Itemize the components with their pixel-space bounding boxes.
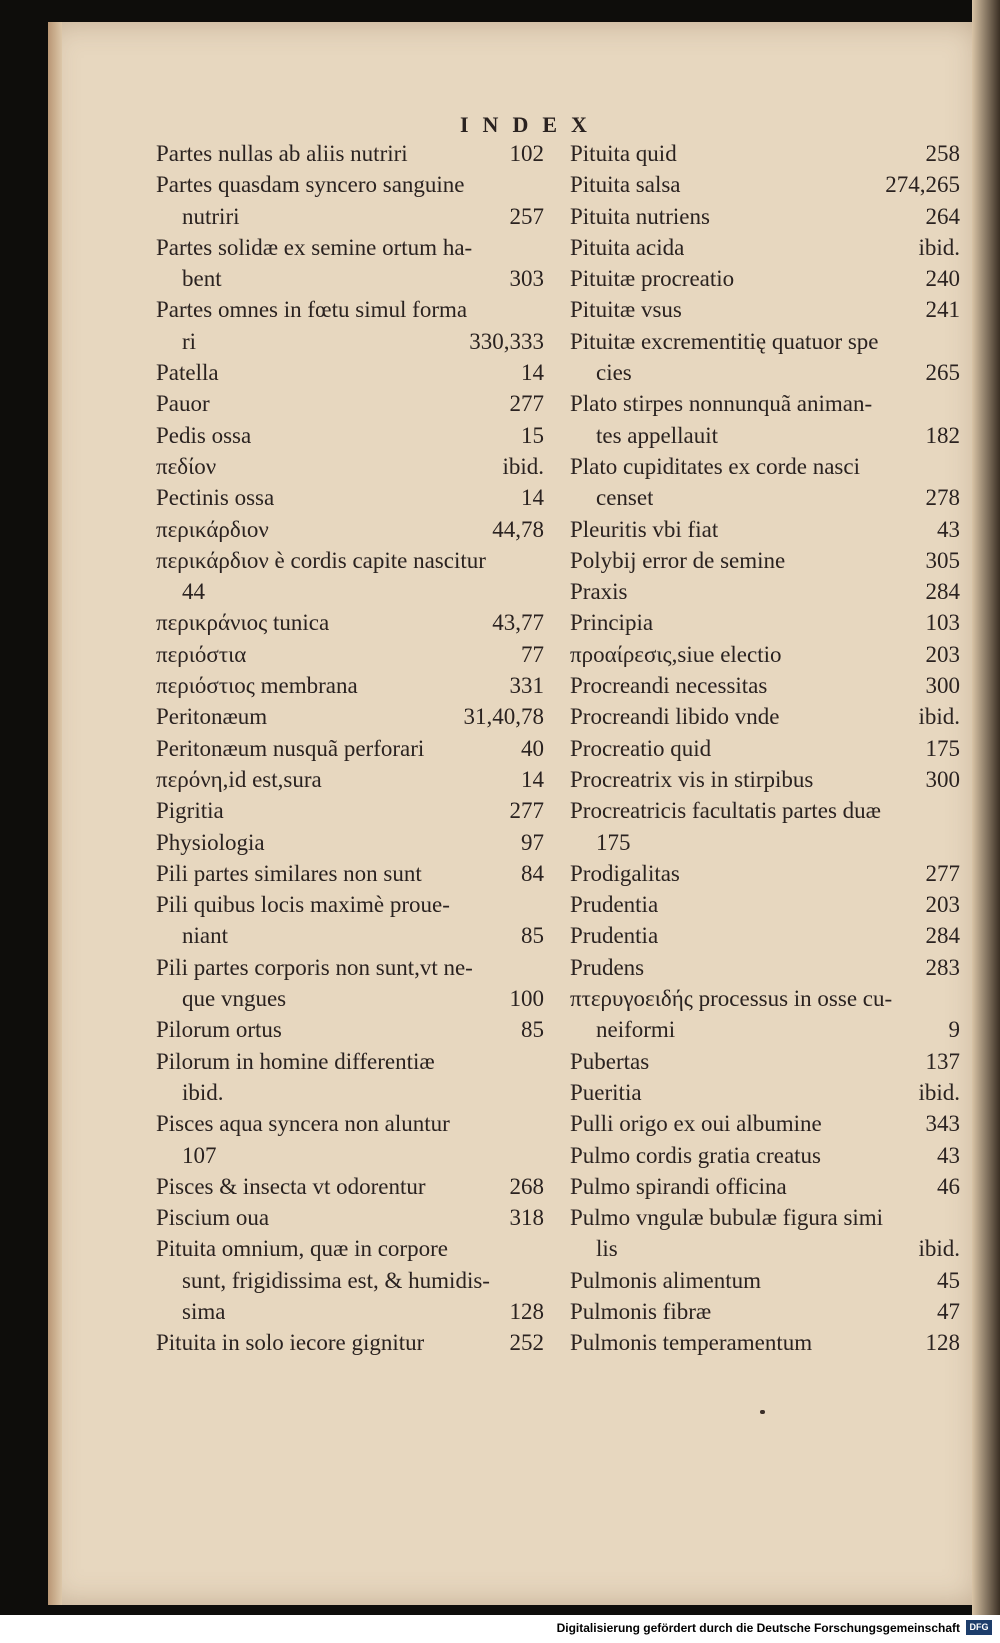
index-page-number: 240 <box>925 266 960 292</box>
index-entry-text: Pectinis ossa <box>156 485 275 511</box>
index-entry <box>570 451 960 514</box>
index-entry-text: Prudens <box>570 954 645 980</box>
index-entry-line <box>570 1171 960 1202</box>
index-entry-line <box>570 1265 960 1296</box>
index-page-number: 203 <box>925 892 960 918</box>
index-entry-line <box>570 514 960 545</box>
index-entry-text: censet <box>596 485 654 511</box>
index-entry-text: Praxis <box>570 579 628 605</box>
index-entry-text: περόνη,id est,sura <box>156 766 322 792</box>
index-entry <box>156 1171 544 1202</box>
index-page-number: 241 <box>925 297 960 323</box>
index-entry-line <box>570 294 960 325</box>
index-entry-text: Prudentia <box>570 923 659 949</box>
index-page-number: 85 <box>521 923 544 949</box>
index-entry-continuation <box>156 201 544 232</box>
index-entry-line <box>570 607 960 638</box>
index-entry-text: Partes solidæ ex semine ortum ha- <box>156 234 473 260</box>
index-page-number: 137 <box>925 1048 960 1074</box>
index-entry <box>570 232 960 263</box>
index-entry <box>570 1140 960 1171</box>
index-entry <box>570 1202 960 1265</box>
index-entry-continuation <box>570 827 960 858</box>
index-entry-line <box>156 827 544 858</box>
index-page-number: 343 <box>925 1111 960 1137</box>
index-entry <box>156 169 544 232</box>
index-entry-line <box>156 232 544 263</box>
index-entry-text: Procreatrix vis in stirpibus <box>570 766 814 792</box>
index-entry-text: Pedis ossa <box>156 422 252 448</box>
index-entry-text: Polybij error de semine <box>570 547 786 573</box>
index-entry-line <box>570 1296 960 1327</box>
index-page-number: 278 <box>925 485 960 511</box>
index-entry-text: nutriri <box>182 203 240 229</box>
index-entry-text: προαίρεσις,siue electio <box>570 641 782 667</box>
index-page-number: 9 <box>948 1017 960 1043</box>
index-page-number: ibid. <box>502 453 544 479</box>
index-page-number: 85 <box>521 1017 544 1043</box>
index-entry-line <box>156 795 544 826</box>
index-entry <box>570 1265 960 1296</box>
index-entry-line <box>570 764 960 795</box>
index-entry-text: 107 <box>182 1142 217 1168</box>
index-page-number: 284 <box>925 923 960 949</box>
index-entry-text: Pituitæ excrementitię quatuor spe <box>570 328 879 354</box>
index-entry-line <box>156 764 544 795</box>
index-entry-line <box>156 639 544 670</box>
index-entry-line <box>570 639 960 670</box>
index-entry-text: Pulmo spirandi officina <box>570 1173 787 1199</box>
index-entry-line <box>156 952 544 983</box>
index-entry <box>156 607 544 638</box>
index-entry-line <box>570 920 960 951</box>
index-page-number: 264 <box>925 203 960 229</box>
index-entry-line <box>156 1108 544 1139</box>
index-entry-text: Pubertas <box>570 1048 650 1074</box>
index-page-number: 182 <box>925 422 960 448</box>
index-entry <box>570 169 960 200</box>
index-entry-text: Pili quibus locis maximè proue- <box>156 892 450 918</box>
index-entry-line <box>156 607 544 638</box>
index-entry <box>570 983 960 1046</box>
index-entry <box>156 1233 544 1327</box>
index-page-number: 43 <box>937 516 960 542</box>
index-entry-text: Pulli origo ex oui albumine <box>570 1111 822 1137</box>
index-entry-text: cies <box>596 360 632 386</box>
index-entry-line <box>156 388 544 419</box>
index-entry <box>570 733 960 764</box>
index-entry-line <box>570 1140 960 1171</box>
index-entry-line <box>570 451 960 482</box>
index-page-number: ibid. <box>918 704 960 730</box>
index-entry-text: Pili partes corporis non sunt,vt ne- <box>156 954 473 980</box>
index-page-number: 31,40,78 <box>463 704 544 730</box>
index-entry <box>570 795 960 858</box>
index-entry <box>156 670 544 701</box>
index-entry-text: Plato cupiditates ex corde nasci <box>570 453 860 479</box>
index-page-number: 318 <box>509 1205 544 1231</box>
index-entry-text: Pulmonis alimentum <box>570 1267 762 1293</box>
index-entry-line <box>156 1171 544 1202</box>
index-page-number: 305 <box>925 547 960 573</box>
index-entry-line <box>570 1108 960 1139</box>
index-entry <box>156 294 544 357</box>
index-page-number: 47 <box>937 1298 960 1324</box>
index-entry <box>156 514 544 545</box>
index-page-number: 277 <box>509 391 544 417</box>
index-entry-line <box>570 576 960 607</box>
index-entry <box>156 420 544 451</box>
index-entry-text: περικράνιος tunica <box>156 610 330 636</box>
index-entry <box>570 576 960 607</box>
index-entry-line <box>156 858 544 889</box>
index-entry-text: Pisces & insecta vt odorentur <box>156 1173 426 1199</box>
index-entry-line <box>156 1014 544 1045</box>
index-entry <box>156 827 544 858</box>
index-page-number: 274,265 <box>885 172 960 198</box>
index-entry <box>570 701 960 732</box>
index-entry <box>570 639 960 670</box>
index-entry-text: Pulmo cordis gratia creatus <box>570 1142 822 1168</box>
index-entry-text: Principia <box>570 610 654 636</box>
index-entry-continuation <box>156 576 544 607</box>
index-entry-text: Patella <box>156 360 219 386</box>
index-entry-continuation <box>156 326 544 357</box>
index-entry-line <box>156 420 544 451</box>
index-entry <box>156 138 544 169</box>
index-entry-text: Physiologia <box>156 829 265 855</box>
index-entry-line <box>156 357 544 388</box>
index-entry-line <box>156 482 544 513</box>
index-page-number: 84 <box>521 860 544 886</box>
index-entry-text: Pituita acida <box>570 234 685 260</box>
index-entry-line <box>570 1077 960 1108</box>
index-entry-text: Pituitæ vsus <box>570 297 682 323</box>
index-entry-line <box>570 326 960 357</box>
index-entry-continuation <box>570 1014 960 1045</box>
index-entry <box>570 1171 960 1202</box>
index-entry-continuation <box>156 983 544 1014</box>
index-page-number: 43 <box>937 1142 960 1168</box>
index-entry-line <box>570 1202 960 1233</box>
index-entry-text: Pulmo vngulæ bubulæ figura simi <box>570 1205 884 1231</box>
index-entry-line <box>156 1202 544 1233</box>
index-entry-line <box>570 138 960 169</box>
index-entry <box>570 545 960 576</box>
index-entry-continuation <box>156 263 544 294</box>
index-entry-text: Pituita quid <box>570 141 677 166</box>
ink-mark <box>760 1410 765 1414</box>
index-entry-text: Pulmonis fibræ <box>570 1298 712 1324</box>
footer-bar <box>0 1615 1000 1643</box>
index-entry-text: que vngues <box>182 986 287 1012</box>
index-entry-line <box>570 733 960 764</box>
index-entry-text: sima <box>182 1298 226 1324</box>
index-page-number: ibid. <box>918 234 960 260</box>
index-entry-text: Pisces aqua syncera non aluntur <box>156 1111 450 1137</box>
index-entry <box>570 388 960 451</box>
index-entry <box>156 1014 544 1045</box>
index-entry <box>156 795 544 826</box>
index-page-number: 303 <box>509 266 544 292</box>
index-entry-line <box>156 701 544 732</box>
index-entry-line <box>570 1327 960 1358</box>
index-page-number: 331 <box>509 673 544 699</box>
index-entry-line <box>570 1046 960 1077</box>
index-page-number: 45 <box>937 1267 960 1293</box>
index-page-number: 258 <box>925 141 960 166</box>
index-entry-line <box>570 201 960 232</box>
index-page-number: 44,78 <box>492 516 544 542</box>
page-gutter <box>48 22 62 1605</box>
index-page-number: 252 <box>509 1330 544 1356</box>
index-entry <box>570 764 960 795</box>
index-entry <box>570 294 960 325</box>
index-entry-text: 44 <box>182 579 205 605</box>
index-entry <box>156 858 544 889</box>
index-entry-line <box>570 545 960 576</box>
index-entry-continuation <box>156 1077 544 1108</box>
index-page-number: 46 <box>937 1173 960 1199</box>
index-entry <box>156 1108 544 1171</box>
index-column-left <box>156 138 544 1359</box>
index-entry-text: Procreandi necessitas <box>570 673 768 699</box>
index-page-number: 97 <box>521 829 544 855</box>
index-entry <box>570 889 960 920</box>
index-entry-text: niant <box>182 923 228 949</box>
index-entry-line <box>570 701 960 732</box>
index-page-number: 257 <box>509 203 544 229</box>
index-page-number: 128 <box>509 1298 544 1324</box>
index-entry-text: Partes quasdam syncero sanguine <box>156 172 465 198</box>
index-entry-line <box>570 670 960 701</box>
index-entry-line <box>570 388 960 419</box>
index-entry-text: Pilorum in homine differentiæ <box>156 1048 435 1074</box>
page-header: INDEX <box>460 112 601 137</box>
index-entry <box>156 545 544 608</box>
index-page-number: 268 <box>509 1173 544 1199</box>
index-entry-line <box>156 138 544 169</box>
index-entry-text: Plato stirpes nonnunquã animan- <box>570 391 873 417</box>
index-entry-text: Pleuritis vbi fiat <box>570 516 719 542</box>
index-entry-text: Pigritia <box>156 798 224 824</box>
index-entry-text: Procreatricis facultatis partes duæ <box>570 798 882 824</box>
index-page-number: 102 <box>509 141 544 166</box>
index-entry-text: περιόστια <box>156 641 247 667</box>
index-page-number: 175 <box>925 735 960 761</box>
index-entry-text: Procreatio quid <box>570 735 712 761</box>
index-entry-line <box>570 858 960 889</box>
index-entry-continuation <box>156 1265 544 1296</box>
index-entry <box>156 232 544 295</box>
index-entry-text: Pauor <box>156 391 210 417</box>
index-entry-line <box>156 169 544 200</box>
index-entry <box>570 670 960 701</box>
index-entry-line <box>156 451 544 482</box>
index-entry-continuation <box>570 357 960 388</box>
index-entry-line <box>156 1046 544 1077</box>
index-entry-text: Partes omnes in fœtu simul forma <box>156 297 468 323</box>
index-entry-line <box>156 1327 544 1358</box>
index-entry-continuation <box>570 420 960 451</box>
index-entry-continuation <box>570 482 960 513</box>
index-entry-line <box>156 1233 544 1264</box>
index-page-number: 203 <box>925 641 960 667</box>
index-page-number: 77 <box>521 641 544 667</box>
index-entry-continuation <box>156 1296 544 1327</box>
index-entry <box>570 1327 960 1358</box>
index-entry <box>156 952 544 1015</box>
index-entry <box>570 858 960 889</box>
index-column-right <box>570 138 960 1359</box>
index-entry <box>570 1046 960 1077</box>
index-entry <box>156 388 544 419</box>
index-page-number: 40 <box>521 735 544 761</box>
index-entry-line <box>156 514 544 545</box>
index-page-number: 300 <box>925 766 960 792</box>
index-page-number: 283 <box>925 954 960 980</box>
index-entry <box>156 451 544 482</box>
index-entry-line <box>156 733 544 764</box>
index-entry <box>156 764 544 795</box>
index-page-number: ibid. <box>918 1236 960 1262</box>
index-entry-text: Pituita in solo iecore gignitur <box>156 1330 425 1356</box>
index-page-number: 265 <box>925 360 960 386</box>
index-entry-text: ibid. <box>182 1079 224 1105</box>
index-page-number: 277 <box>925 860 960 886</box>
index-page-number: 277 <box>509 798 544 824</box>
index-entry <box>156 1327 544 1358</box>
index-entry <box>570 263 960 294</box>
index-page-number: ibid. <box>918 1079 960 1105</box>
index-entry-text: Peritonæum <box>156 704 268 730</box>
index-page-number: 300 <box>925 673 960 699</box>
index-entry <box>570 201 960 232</box>
index-entry-line <box>570 169 960 200</box>
index-entry <box>156 482 544 513</box>
index-entry <box>156 1046 544 1109</box>
index-entry-text: sunt, frigidissima est, & humidis- <box>182 1267 490 1293</box>
index-entry-text: Pituita salsa <box>570 172 681 198</box>
index-entry-text: Pituita omnium, quæ in corpore <box>156 1236 448 1262</box>
index-entry-text: 175 <box>596 829 631 855</box>
index-page-number: 284 <box>925 579 960 605</box>
index-page-number: 100 <box>509 986 544 1012</box>
index-entry <box>570 952 960 983</box>
index-entry-text: Partes nullas ab aliis nutriri <box>156 141 408 166</box>
index-entry-text: Prudentia <box>570 892 659 918</box>
index-entry-line <box>570 263 960 294</box>
index-entry-text: tes appellauit <box>596 422 718 448</box>
index-page-number: 14 <box>521 766 544 792</box>
index-entry-text: περιόστιος membrana <box>156 673 358 699</box>
index-entry-text: Pituitæ procreatio <box>570 266 735 292</box>
index-entry-text: Peritonæum nusquã perforari <box>156 735 425 761</box>
index-entry <box>570 607 960 638</box>
index-entry <box>570 1296 960 1327</box>
index-entry-text: περικάρδιον <box>156 516 269 542</box>
index-entry-continuation <box>570 1233 960 1264</box>
index-entry-line <box>570 952 960 983</box>
index-page-number: 128 <box>925 1330 960 1356</box>
index-entry-text: Pilorum ortus <box>156 1017 282 1043</box>
index-entry <box>156 1202 544 1233</box>
index-entry <box>570 1108 960 1139</box>
index-entry-text: Procreandi libido vnde <box>570 704 780 730</box>
index-entry-line <box>570 983 960 1014</box>
index-entry-text: Pituita nutriens <box>570 203 710 229</box>
index-entry <box>156 889 544 952</box>
index-entry <box>570 514 960 545</box>
index-entry-text: πεδίον <box>156 453 217 479</box>
index-entry-text: Pili partes similares non sunt <box>156 860 422 886</box>
dfg-logo-icon: DFG <box>966 1620 992 1635</box>
index-page-number: 15 <box>521 422 544 448</box>
index-entry-text: neiformi <box>596 1017 676 1043</box>
index-entry-line <box>156 545 544 576</box>
index-entry-line <box>570 795 960 826</box>
index-entry <box>156 733 544 764</box>
index-entry-text: Pueritia <box>570 1079 642 1105</box>
index-entry-text: πτερυγοειδής processus in osse cu- <box>570 986 893 1012</box>
index-entry-continuation <box>156 1140 544 1171</box>
index-entry <box>156 701 544 732</box>
index-page-number: 103 <box>925 610 960 636</box>
index-page-number: 330,333 <box>469 328 544 354</box>
index-entry-text: ri <box>182 328 197 354</box>
index-entry <box>570 920 960 951</box>
index-page-number: 43,77 <box>492 610 544 636</box>
index-page-number: 14 <box>521 485 544 511</box>
index-entry-text: Pulmonis temperamentum <box>570 1330 813 1356</box>
index-entry-text: Prodigalitas <box>570 860 680 886</box>
index-entry <box>570 138 960 169</box>
index-entry-text: Piscium oua <box>156 1205 270 1231</box>
index-entry-text: περικάρδιον è cordis capite nascitur <box>156 547 486 573</box>
index-entry-text: lis <box>596 1236 618 1262</box>
index-entry <box>570 1077 960 1108</box>
index-entry-continuation <box>156 920 544 951</box>
index-entry-line <box>156 670 544 701</box>
page-fore-edge <box>972 0 1000 1615</box>
index-entry-line <box>156 294 544 325</box>
index-entry-line <box>156 889 544 920</box>
footer-credit: Digitalisierung gefördert durch die Deutsche Forschungsgemeinschaft <box>556 1621 960 1635</box>
index-entry <box>570 326 960 389</box>
index-entry-text: bent <box>182 266 222 292</box>
index-page-number: 14 <box>521 360 544 386</box>
index-entry-line <box>570 889 960 920</box>
index-entry <box>156 639 544 670</box>
index-entry <box>156 357 544 388</box>
index-entry-line <box>570 232 960 263</box>
